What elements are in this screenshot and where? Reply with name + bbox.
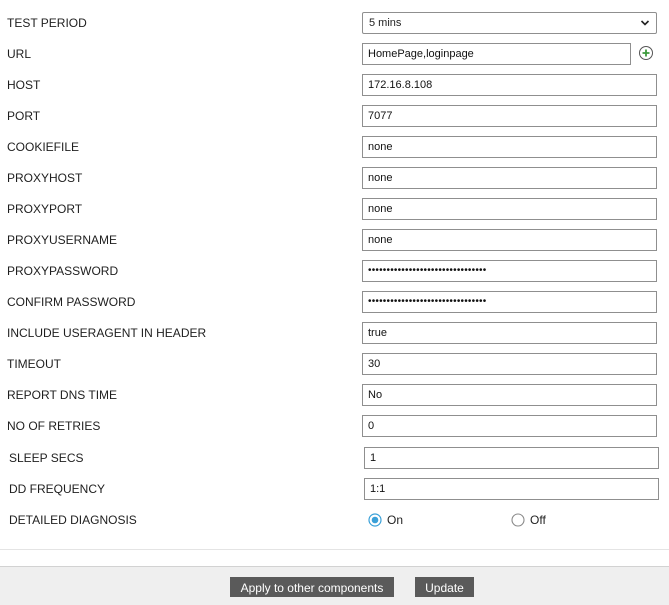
host-label: HOST [7,78,41,92]
detailed-diagnosis-label: DETAILED DIAGNOSIS [9,513,137,527]
port-label: PORT [7,109,41,123]
proxypassword-input[interactable]: •••••••••••••••••••••••••••••••• [362,260,657,282]
row-confirm-password [0,291,669,315]
radio-off[interactable] [511,513,525,527]
chevron-down-icon [640,18,650,28]
timeout-label: TIMEOUT [7,357,61,371]
row-proxyhost [0,167,669,191]
update-button[interactable]: Update [415,577,474,597]
confirm-password-label: CONFIRM PASSWORD [7,295,136,309]
row-no-of-retries [0,415,669,439]
dd-frequency-label: DD FREQUENCY [9,482,106,496]
url-label: URL [7,47,32,61]
row-timeout [0,353,669,377]
include-useragent-input[interactable]: true [362,322,657,344]
row-detailed-diagnosis [0,509,669,533]
row-proxyport [0,198,669,222]
apply-to-other-components-button[interactable]: Apply to other components [230,577,394,597]
radio-off-label: Off [530,513,546,527]
plus-circle-icon[interactable] [638,45,654,61]
radio-on[interactable] [368,513,382,527]
port-input[interactable]: 7077 [362,105,657,127]
row-test-period [0,12,669,36]
no-of-retries-label: NO OF RETRIES [7,419,101,433]
host-input[interactable]: 172.16.8.108 [362,74,657,96]
sleep-secs-label: SLEEP SECS [9,451,84,465]
row-sleep-secs [0,447,669,471]
url-input[interactable]: HomePage,loginpage [362,43,631,65]
footer-bar [0,566,669,605]
row-cookiefile [0,136,669,160]
include-useragent-label: INCLUDE USERAGENT IN HEADER [7,326,207,340]
proxyhost-label: PROXYHOST [7,171,83,185]
row-url [0,43,669,67]
proxyhost-input[interactable]: none [362,167,657,189]
row-report-dns-time [0,384,669,408]
confirm-password-input[interactable]: •••••••••••••••••••••••••••••••• [362,291,657,313]
cookiefile-label: COOKIEFILE [7,140,80,154]
proxyusername-input[interactable]: none [362,229,657,251]
row-include-useragent [0,322,669,346]
row-host [0,74,669,98]
test-period-value: 5 mins [369,17,402,29]
sleep-secs-input[interactable]: 1 [364,447,659,469]
row-proxyusername [0,229,669,253]
report-dns-time-input[interactable]: No [362,384,657,406]
dd-frequency-input[interactable]: 1:1 [364,478,659,500]
proxyport-input[interactable]: none [362,198,657,220]
timeout-input[interactable]: 30 [362,353,657,375]
proxyport-label: PROXYPORT [7,202,83,216]
proxyusername-label: PROXYUSERNAME [7,233,118,247]
row-proxypassword [0,260,669,284]
test-period-select[interactable] [362,12,657,34]
cookiefile-input[interactable]: none [362,136,657,158]
no-of-retries-input[interactable]: 0 [362,415,657,437]
row-dd-frequency [0,478,669,502]
report-dns-time-label: REPORT DNS TIME [7,388,118,402]
test-period-label: TEST PERIOD [7,16,87,30]
radio-on-label: On [387,513,404,527]
divider [0,549,669,550]
row-port [0,105,669,129]
proxypassword-label: PROXYPASSWORD [7,264,119,278]
